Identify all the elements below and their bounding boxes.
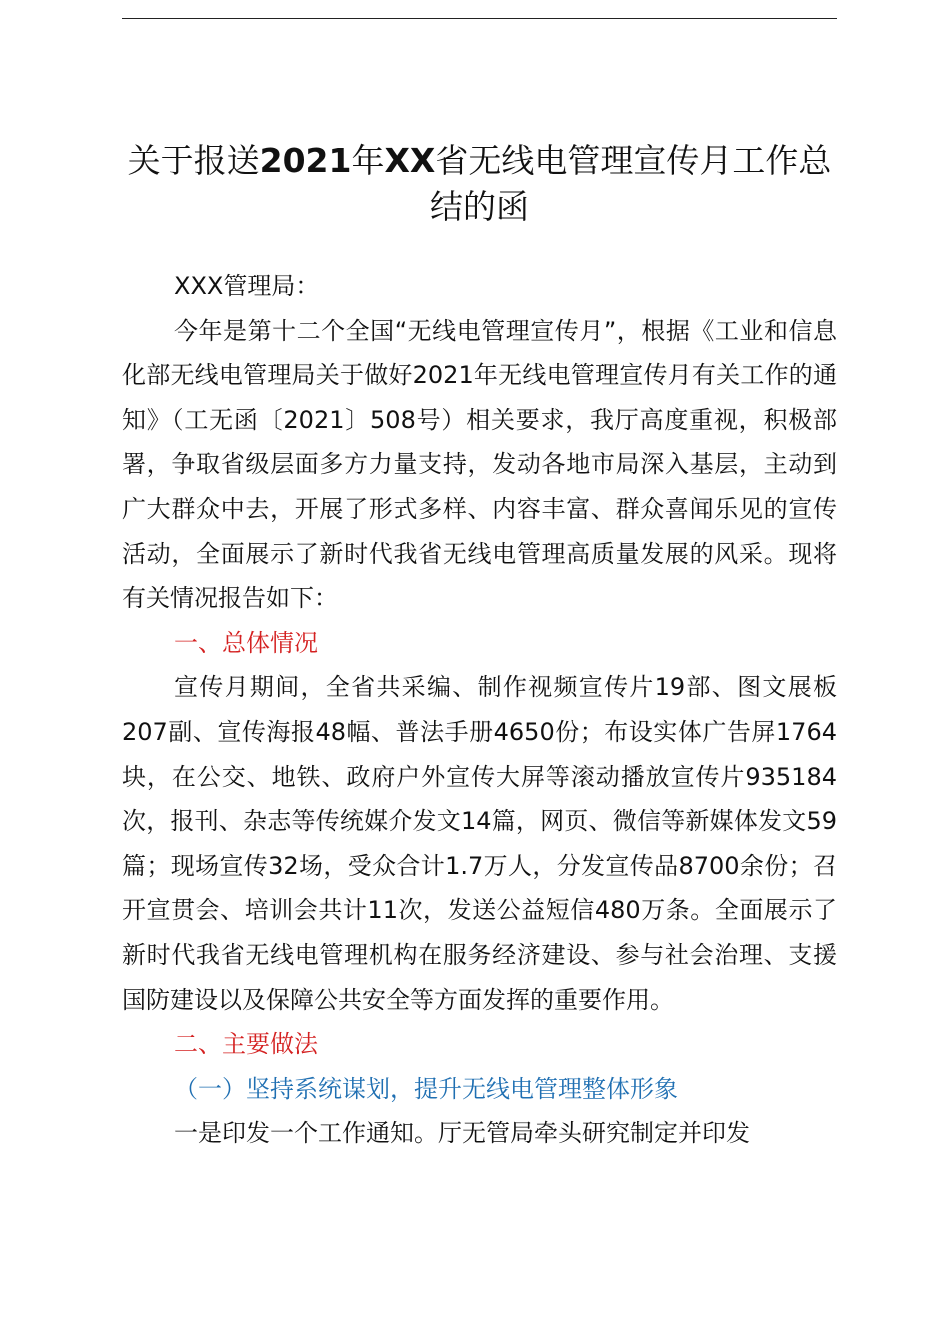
section-heading-practices: 二、主要做法	[174, 1030, 318, 1059]
intro-paragraph: 今年是第十二个全国“无线电管理宣传月”，根据《工业和信息化部无线电管理局关于做好2021年无线电管理宣传月有关工作的通知》（工无函〔2021〕508号）相关要求，我厅高度重视，积极部署，争取省级层面多方力量支持，发动各地市局深入基层，主动到广大群众中去，开展了形式多样、内容丰富、群众喜闻乐见的宣传活动，全面展示了新时代我省无线电管理高质量发展的风采。现将有关情况报告如下：	[122, 316, 837, 613]
overall-paragraph: 宣传月期间，全省共采编、制作视频宣传片19部、图文展板207副、宣传海报48幅、普法手册4650份；布设实体广告屏1764块，在公交、地铁、政府户外宣传大屏等滚动播放宣传片935184次，报刊、杂志等传统媒介发文14篇，网页、微信等新媒体发文59篇；现场宣传32场，受众合计1.7万人，分发宣传品8700余份；召开宣贯会、培训会共计11次，发送公益短信480万条。全面展示了新时代我省无线电管理机构在服务经济建设、参与社会治理、支援国防建设以及保障公共安全等方面发挥的重要作用。	[122, 673, 837, 1014]
title-part-e: 省无线电管理宣传月工作总结的函	[430, 141, 832, 226]
section-heading-overall: 一、总体情况	[174, 628, 318, 657]
salutation: XXX管理局：	[174, 272, 320, 300]
title-part-c: 年	[351, 141, 385, 180]
title-part-a: 关于报送	[127, 141, 260, 180]
subsection-heading-planning: （一）坚持系统谋划，提升无线电管理整体形象	[174, 1074, 678, 1103]
title-part-year: 2021	[259, 141, 352, 180]
header-rule	[122, 18, 837, 19]
document-title	[122, 138, 837, 230]
document-body	[122, 264, 837, 1156]
title-part-province: XX	[384, 141, 436, 180]
planning-paragraph: 一是印发一个工作通知。厅无管局牵头研究制定并印发	[174, 1119, 750, 1148]
